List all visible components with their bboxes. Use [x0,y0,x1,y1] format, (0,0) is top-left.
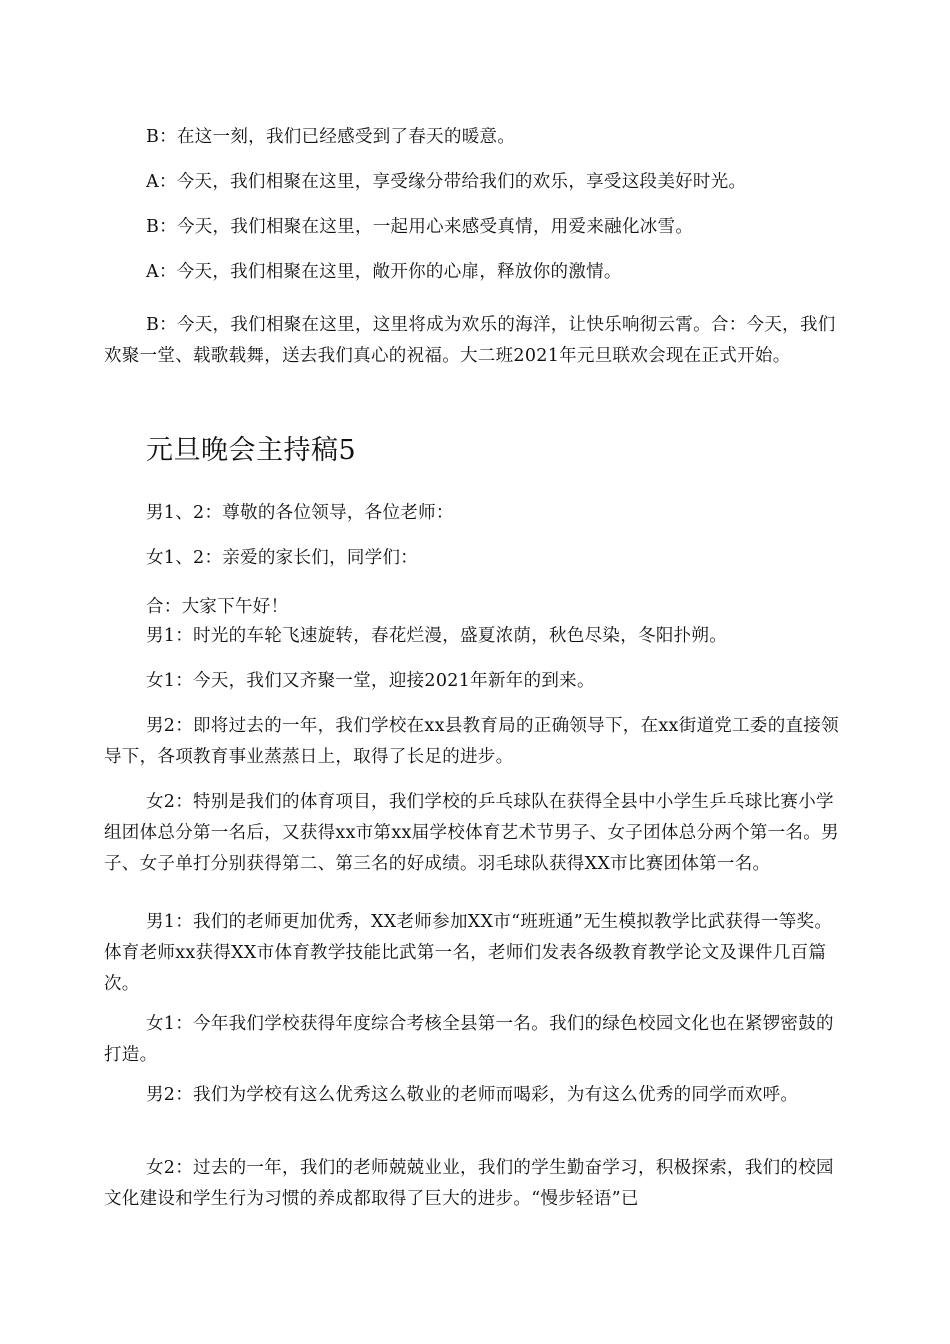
paragraph-a-gather-joy: A：今天，我们相聚在这里，享受缘分带给我们的欢乐，享受这段美好时光。 [146,172,747,192]
paragraph-male2-progress: 男2：即将过去的一年，我们学校在xx县教育局的正确领导下，在xx街道党工委的直接领导下，各项教育事业蒸蒸日上，取得了长足的进步。 [104,716,839,767]
paragraph-male2-cheer: 男2：我们为学校有这么优秀这么敬业的老师而喝彩，为有这么优秀的同学而欢呼。 [146,1085,799,1105]
paragraph-female1-newyear: 女1：今天，我们又齐聚一堂，迎接2021年新年的到来。 [146,671,595,691]
paragraph-female1-ranking: 女1：今年我们学校获得年度综合考核全县第一名。我们的绿色校园文化也在紧锣密鼓的打造。 [104,1014,834,1065]
paragraph-female-greeting: 女1、2：亲爱的家长们，同学们： [146,548,419,568]
paragraph-a-gather-heart: A：今天，我们相聚在这里，敞开你的心扉，释放你的激情。 [146,262,622,282]
paragraph-b-opening: B：今天，我们相聚在这里，这里将成为欢乐的海洋，让快乐响彻云霄。合：今天，我们欢聚一堂、载歌载舞，送去我们真心的祝福。大二班2021年元旦联欢会现在正式开始。 [104,315,836,366]
paragraph-b-gather-love: B：今天，我们相聚在这里，一起用心来感受真情，用爱来融化冰雪。 [146,217,694,237]
paragraph-male1-teachers: 男1：我们的老师更加优秀，XX老师参加XX市“班班通”无生模拟教学比武获得一等奖。体育老师xx获得XX市体育教学技能比武第一名，老师们发表各级教育教学论文及课件几百篇次。 [104,912,833,994]
paragraph-female2-past-year: 女2：过去的一年，我们的老师兢兢业业，我们的学生勤奋学习，积极探索，我们的校园文化建设和学生行为习惯的养成都取得了巨大的进步。“慢步轻语”已 [104,1158,834,1209]
paragraph-together-greeting: 合：大家下午好！ [146,597,289,617]
section-title: 元旦晚会主持稿5 [146,435,357,466]
paragraph-male1-time: 男1：时光的车轮飞速旋转，春花烂漫，盛夏浓荫，秋色尽染，冬阳扑朔。 [146,626,728,646]
paragraph-male-greeting: 男1、2：尊敬的各位领导，各位老师： [146,503,454,523]
paragraph-b-spring: B：在这一刻，我们已经感受到了春天的暖意。 [146,127,516,147]
paragraph-female2-sports: 女2：特别是我们的体育项目，我们学校的乒乓球队在获得全县中小学生乒乓球比赛小学组团体总分第一名后，又获得xx市第xx届学校体育艺术节男子、女子团体总分两个第一名。男子、女子单打分别获得第二、第三名的好成绩。羽毛球队获得XX市比赛团体第一名。 [104,792,839,874]
